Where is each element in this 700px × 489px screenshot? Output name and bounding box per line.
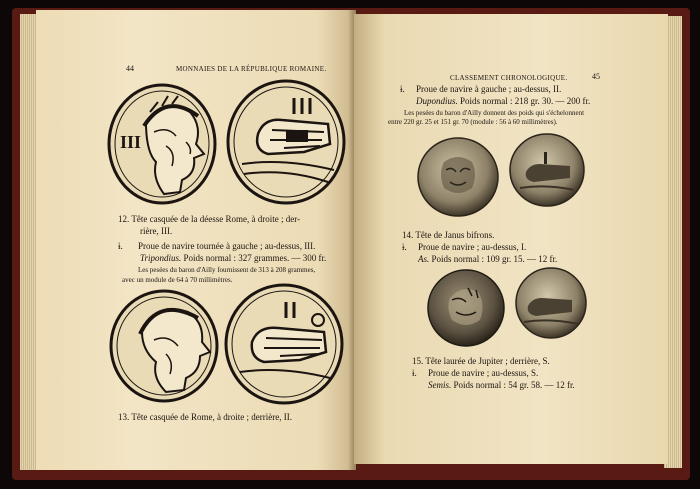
item-15-reverse: Proue de navire ; au-dessus, S. <box>428 368 539 378</box>
coin-13-obverse-illustration <box>108 288 220 404</box>
item-12-denomination-line <box>140 253 326 263</box>
item-12-note-line1: Les pesées du baron d'Ailly fournissent de 313 à 208 grammes, <box>138 266 316 274</box>
item-14-reverse-mark: ɨ. <box>402 242 407 252</box>
top-reverse-mark: ɨ. <box>400 84 405 94</box>
coin-14-reverse-photo <box>508 132 586 208</box>
top-weight: Poids normal : 218 gr. 30. — 200 fr. <box>457 96 591 106</box>
top-note-line1: Les pesées du baron d'Ailly donnent des poids qui s'échelonnent <box>404 109 585 117</box>
right-page <box>354 14 668 464</box>
item-15-reverse-mark: ɨ. <box>412 368 417 378</box>
item-12-reverse-mark: ɨ. <box>118 241 123 251</box>
item-15-weight: Poids normal : 54 gr. 58. — 12 fr. <box>451 380 575 390</box>
running-header-left: MONNAIES DE LA RÉPUBLIQUE ROMAINE. <box>176 65 327 73</box>
coin-15-reverse-photo <box>514 266 588 340</box>
item-12-note-line2: avec un module de 64 à 70 millimètres. <box>122 276 233 284</box>
item-12-line1: 12. Tête casquée de la déesse Rome, à droite ; der- <box>118 214 301 224</box>
item-14-weight: Poids normal : 109 gr. 15. — 12 fr. <box>429 254 558 264</box>
item-14-reverse: Proue de navire ; au-dessus, I. <box>418 242 527 252</box>
item-12-line2: rière, III. <box>140 226 173 236</box>
item-12-reverse: Proue de navire tournée à gauche ; au-dessus, III. <box>138 241 316 251</box>
coin-13-reverse-illustration <box>222 282 346 406</box>
coin-14-obverse-photo <box>416 136 500 218</box>
left-page <box>36 10 356 470</box>
item-15-denomination-line <box>428 380 575 390</box>
coin-12-obverse-illustration <box>106 82 218 206</box>
top-note-line2: entre 220 gr. 25 et 151 gr. 70 (module : 56 à 60 millimètres). <box>388 118 558 126</box>
item-15-line1: 15. Tête laurée de Jupiter ; derrière, S. <box>412 356 550 366</box>
item-14-line1: 14. Tête de Janus bifrons. <box>402 230 495 240</box>
top-reverse: Proue de navire à gauche ; au-dessus, II. <box>416 84 562 94</box>
item-15-denomination: Semis. <box>428 380 452 390</box>
item-12-weight: Poids normal : 327 grammes. — 300 fr. <box>181 253 327 263</box>
page-number-left: 44 <box>126 64 134 73</box>
page-number-right: 45 <box>592 72 600 81</box>
top-denomination: Dupondius. <box>416 96 458 106</box>
item-14-denomination: As. <box>418 254 430 264</box>
top-denomination-line <box>416 96 590 106</box>
item-12-denomination: Tripondius. <box>140 253 182 263</box>
coin-12-reverse-illustration <box>224 78 348 206</box>
item-14-denomination-line <box>418 254 557 264</box>
item-13-line1: 13. Tête casquée de Rome, à droite ; derrière, II. <box>118 412 293 422</box>
running-header-right: CLASSEMENT CHRONOLOGIQUE. <box>450 74 568 82</box>
coin-15-obverse-photo <box>426 268 506 348</box>
svg-text:III: III <box>120 132 142 152</box>
